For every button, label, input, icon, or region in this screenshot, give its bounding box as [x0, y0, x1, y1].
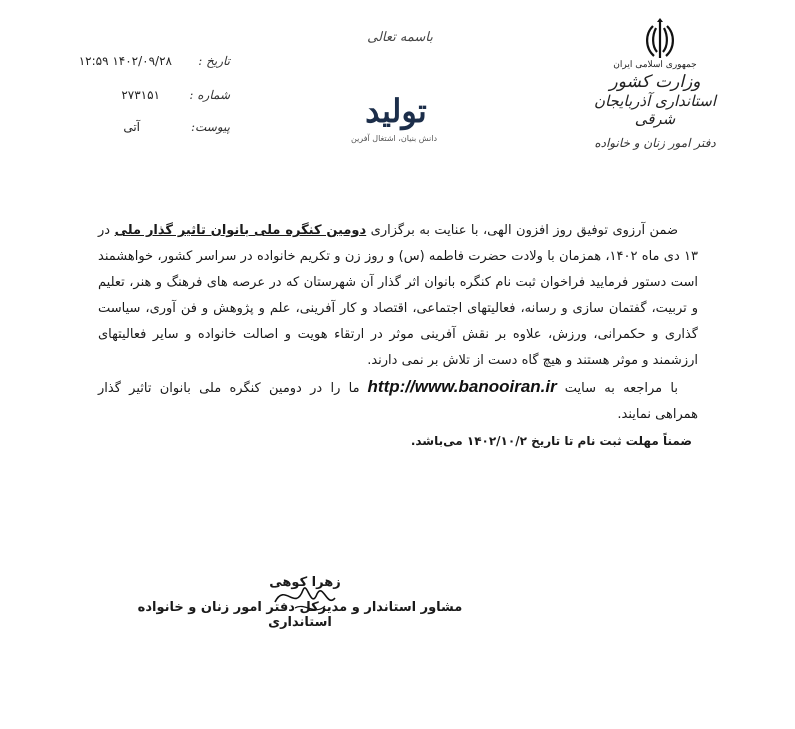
number-row — [60, 88, 230, 106]
date-label: تاریخ : — [198, 54, 230, 68]
governorate-name: استانداری آذربایجان شرقی — [593, 92, 717, 128]
logo-word: تولید — [365, 92, 427, 130]
attachment-row — [60, 120, 230, 138]
paragraph-2 — [98, 374, 698, 428]
logo-subtitle: دانش بنیان، اشتغال آفرین — [350, 134, 437, 143]
number-label: شماره : — [189, 88, 230, 102]
website-link[interactable]: http://www.banooiran.ir — [367, 377, 557, 396]
iran-emblem-icon — [640, 18, 680, 62]
p1-text-b: در ۱۳ دی ماه ۱۴۰۲، همزمان با ولادت حضرت فاطمه (س) و روز زن و تکریم خانواده در سراسر کشور، خواهشمند است دستور فرمایید فراخوان ثبت نام کنگره بانوان اثر گذار آن شهرستان که در عرصه های فرهنگ و هنر، تعلیم و تربیت، گفتمان سازی و رسانه، فعالیتهای اجتماعی، اقتصاد و کار آفرینی، علم و پژوهش و فن آوری، سیاست گذاری و حکمرانی، ورزش، علاوه بر نقش آفرینی موثر در ارتقاء هویت و اصالت خانواده و سایر فعالیتهای ارزشمند و موثر هستند و هیچ گاه دست از تلاش بر نمی دارند. — [98, 223, 698, 368]
attachment-value: آتی — [123, 120, 140, 134]
letter-body — [98, 218, 698, 454]
signatory-title: مشاور استاندار و مدیرکل دفتر امور زنان و خانواده استانداری — [137, 600, 463, 630]
p2-text-a: با مراجعه به سایت — [564, 381, 678, 396]
tolid-logo — [340, 92, 452, 154]
deadline-note: ضمناً مهلت ثبت نام تا تاریخ ۱۴۰۲/۱۰/۲ می‌باشد. — [410, 434, 692, 448]
attachment-label: پیوست: — [190, 120, 230, 134]
p2-text-b: ما را در دومین کنگره ملی بانوان تاثیر گذار همراهی نمایند. — [98, 381, 698, 422]
p1-text-a: ضمن آرزوی توفیق روز افزون الهی، با عنایت به برگزاری — [370, 223, 678, 238]
congress-title: دومین کنگره ملی بانوان تاثیر گذار ملی — [114, 223, 367, 238]
country-name: جمهوری اسلامی ایران — [613, 60, 697, 70]
paragraph-1 — [98, 218, 698, 374]
invocation-text: باسمه تعالی — [367, 30, 433, 45]
number-value: ۲۷۳۱۵۱ — [121, 88, 160, 102]
office-name: دفتر امور زنان و خانواده — [594, 136, 716, 150]
date-row — [60, 54, 230, 72]
signatory-name: زهرا کوهی — [269, 575, 341, 590]
date-value: ۱۴۰۲/۰۹/۲۸ ۱۲:۵۹ — [78, 54, 172, 68]
ministry-header — [590, 60, 720, 150]
ministry-name: وزارت کشور — [609, 72, 701, 92]
